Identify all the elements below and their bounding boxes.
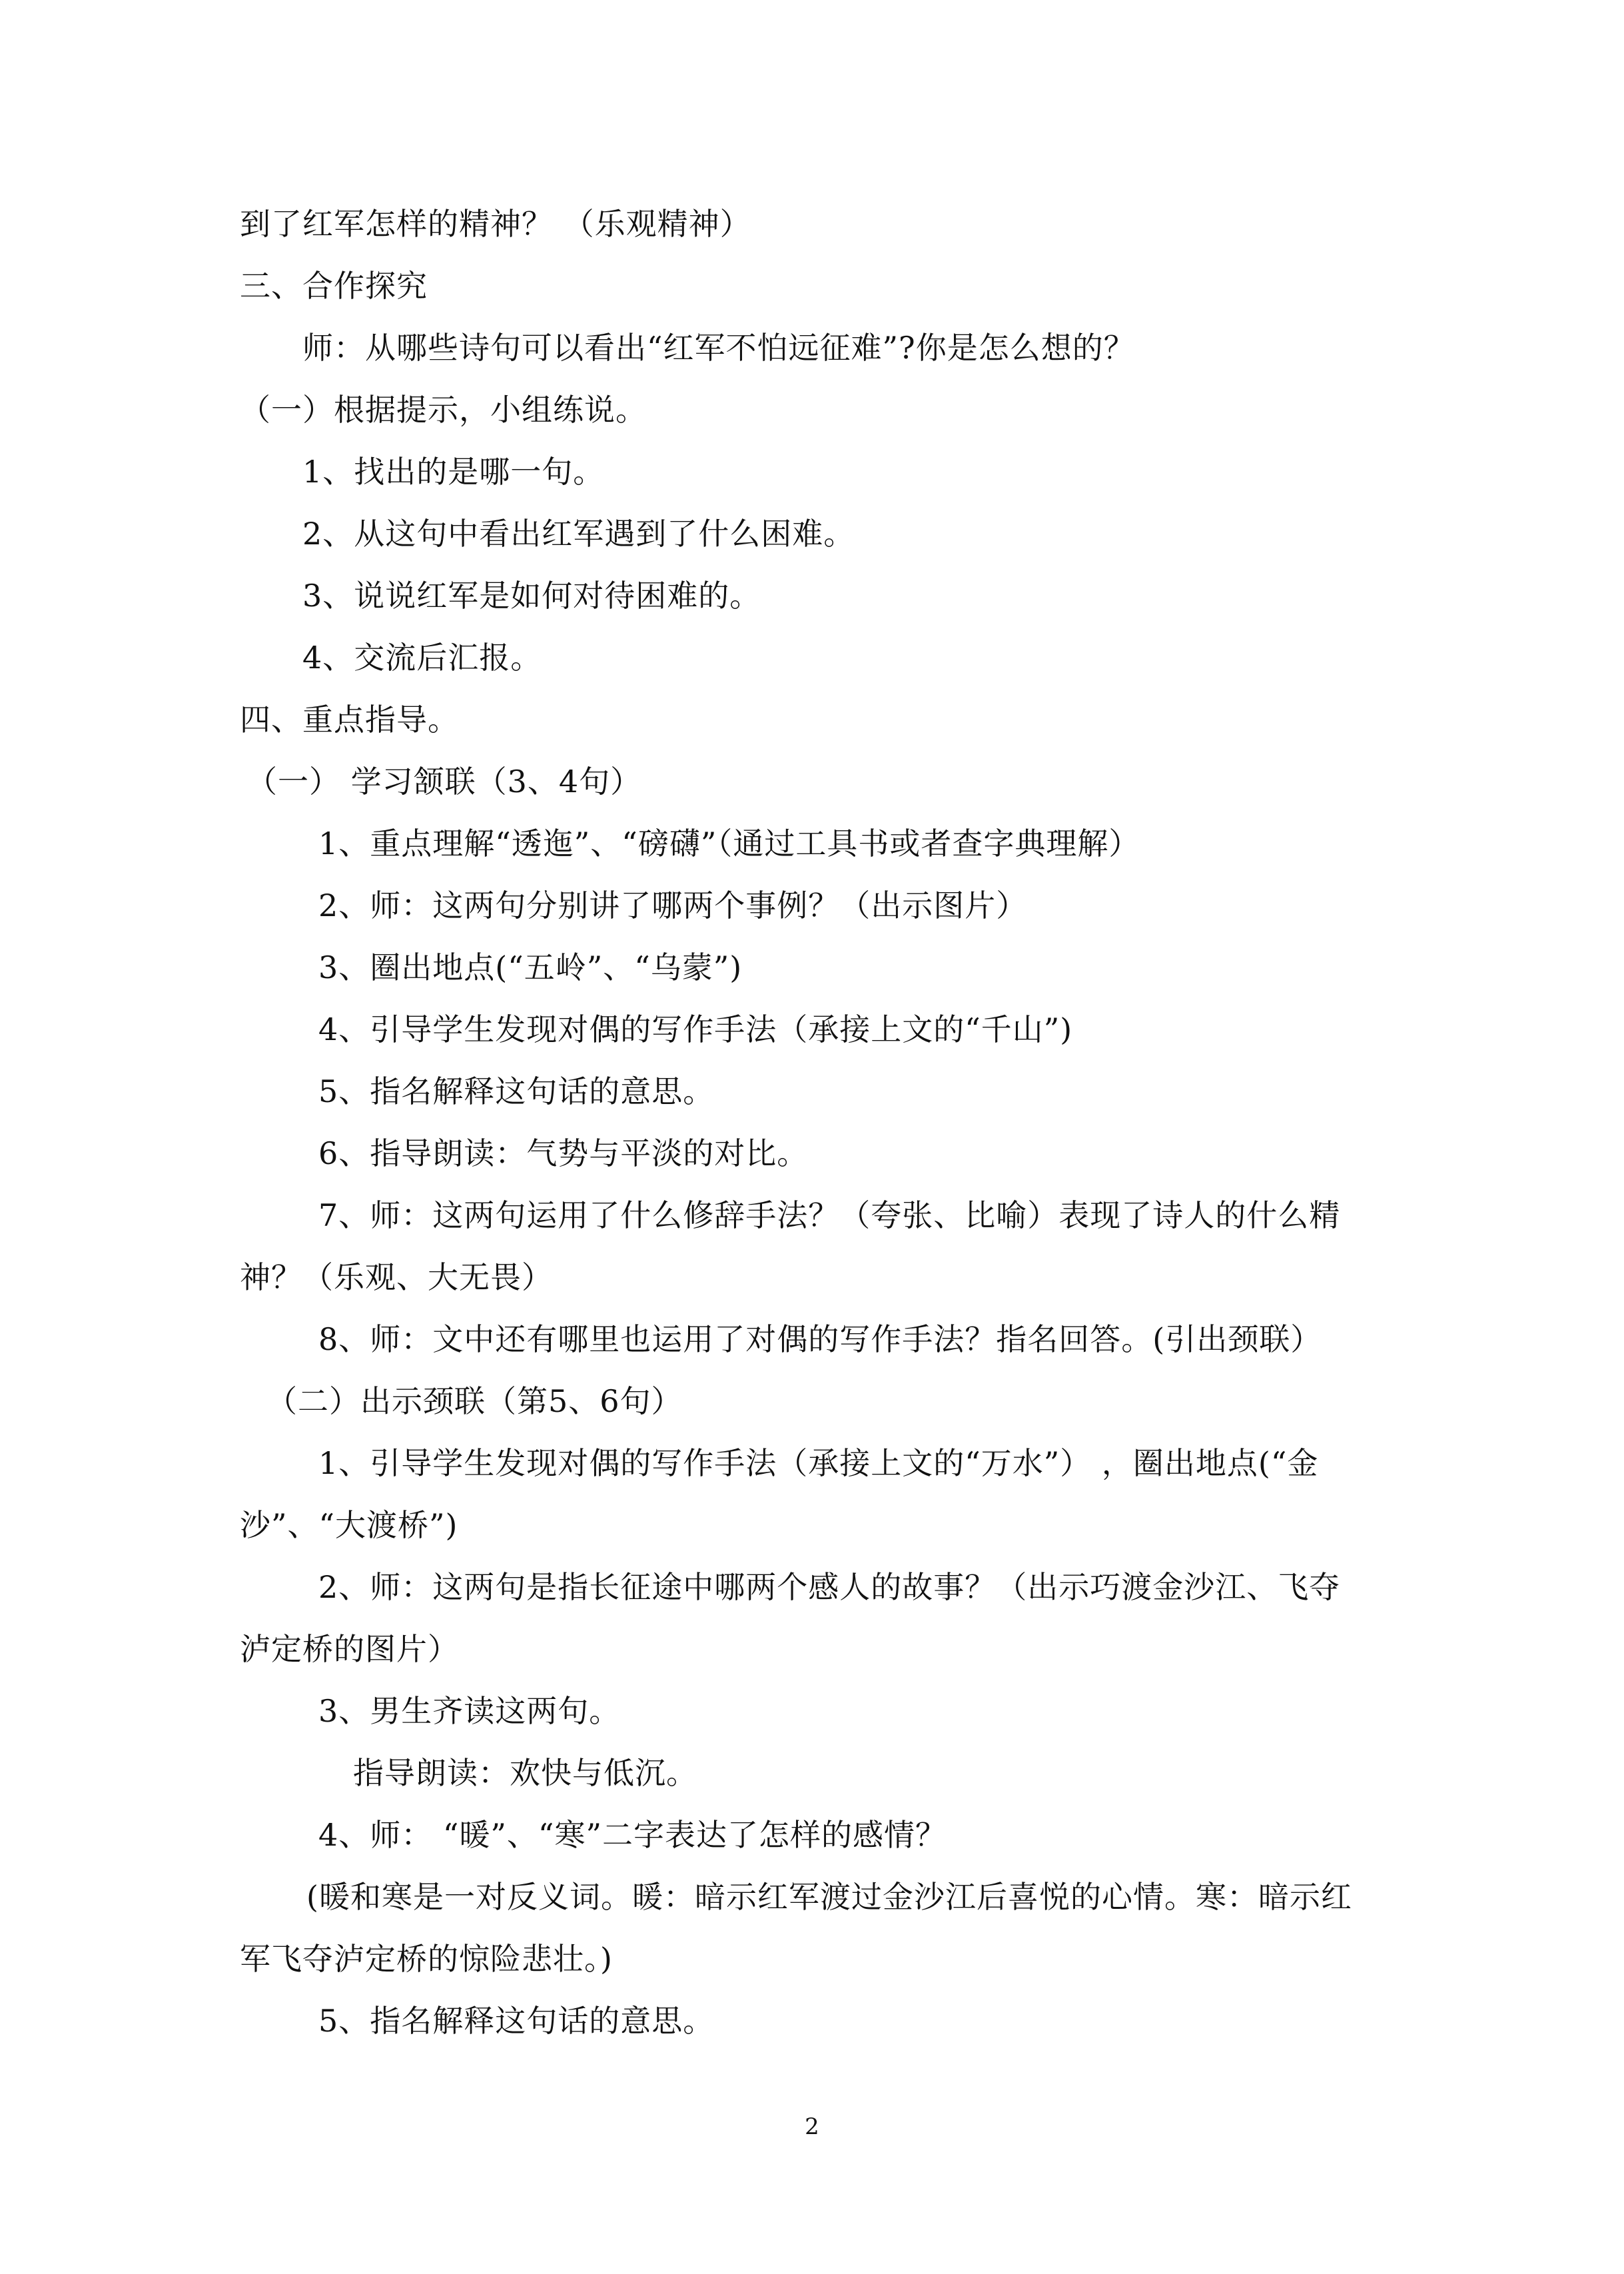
list-item: 1、引导学生发现对偶的写作手法（承接上文的“万水”） ，圈出地点(“金 — [318, 1445, 1319, 1481]
list-item: 3、男生齐读这两句。 — [318, 1693, 621, 1729]
list-item: 8、师：文中还有哪里也运用了对偶的写作手法？指名回答。(引出颈联） — [318, 1321, 1322, 1357]
list-item: 4、引导学生发现对偶的写作手法（承接上文的“千山”) — [318, 1011, 1073, 1047]
text-line: (暖和寒是一对反义词。暖：暗示红军渡过金沙江后喜悦的心情。寒：暗示红 — [306, 1879, 1352, 1915]
list-item: 2、从这句中看出红军遇到了什么困难。 — [302, 516, 855, 552]
page-number: 2 — [805, 2113, 819, 2140]
list-item: 1、找出的是哪一句。 — [302, 454, 605, 490]
list-item: 3、圈出地点(“五岭”、“乌蒙”) — [318, 949, 743, 985]
text-line: 沙”、“大渡桥”) — [240, 1507, 458, 1543]
list-item: 2、师：这两句是指长征途中哪两个感人的故事？（出示巧渡金沙江、飞夺 — [318, 1569, 1341, 1605]
list-item: 4、师： “暖”、“寒”二字表达了怎样的感情？ — [318, 1817, 947, 1853]
text-line: 到了红军怎样的精神？ （乐观精神） — [240, 206, 751, 242]
list-item: 4、交流后汇报。 — [302, 640, 542, 676]
text-line: 泸定桥的图片） — [240, 1631, 459, 1667]
text-line: 师：从哪些诗句可以看出“红军不怕远征难”?你是怎么想的？ — [302, 330, 1135, 366]
list-item: 3、说说红军是如何对待困难的。 — [302, 578, 761, 614]
subsection-heading: （二）出示颈联（第5、6句） — [266, 1383, 683, 1419]
list-item: 5、指名解释这句话的意思。 — [318, 2003, 715, 2039]
list-item: 7、师：这两句运用了什么修辞手法？（夸张、比喻）表现了诗人的什么精 — [318, 1197, 1341, 1233]
text-line: 军飞夺泸定桥的惊险悲壮。) — [240, 1941, 613, 1977]
list-item: 2、师：这两句分别讲了哪两个事例？（出示图片） — [318, 887, 1028, 923]
list-item: 5、指名解释这句话的意思。 — [318, 1073, 715, 1109]
text-line: 指导朗读：欢快与低沉。 — [353, 1755, 697, 1791]
subsection-heading: （一）根据提示，小组练说。 — [240, 392, 647, 428]
text-line: 神？（乐观、大无畏） — [240, 1259, 553, 1295]
section-heading: 四、重点指导。 — [240, 702, 459, 738]
subsection-heading: （一） 学习颔联（3、4句） — [246, 764, 642, 800]
list-item: 1、重点理解“透迤”、“磅礴”（通过工具书或者查字典理解） — [318, 826, 1140, 861]
section-heading: 三、合作探究 — [240, 268, 428, 304]
list-item: 6、指导朗读：气势与平淡的对比。 — [318, 1135, 809, 1171]
